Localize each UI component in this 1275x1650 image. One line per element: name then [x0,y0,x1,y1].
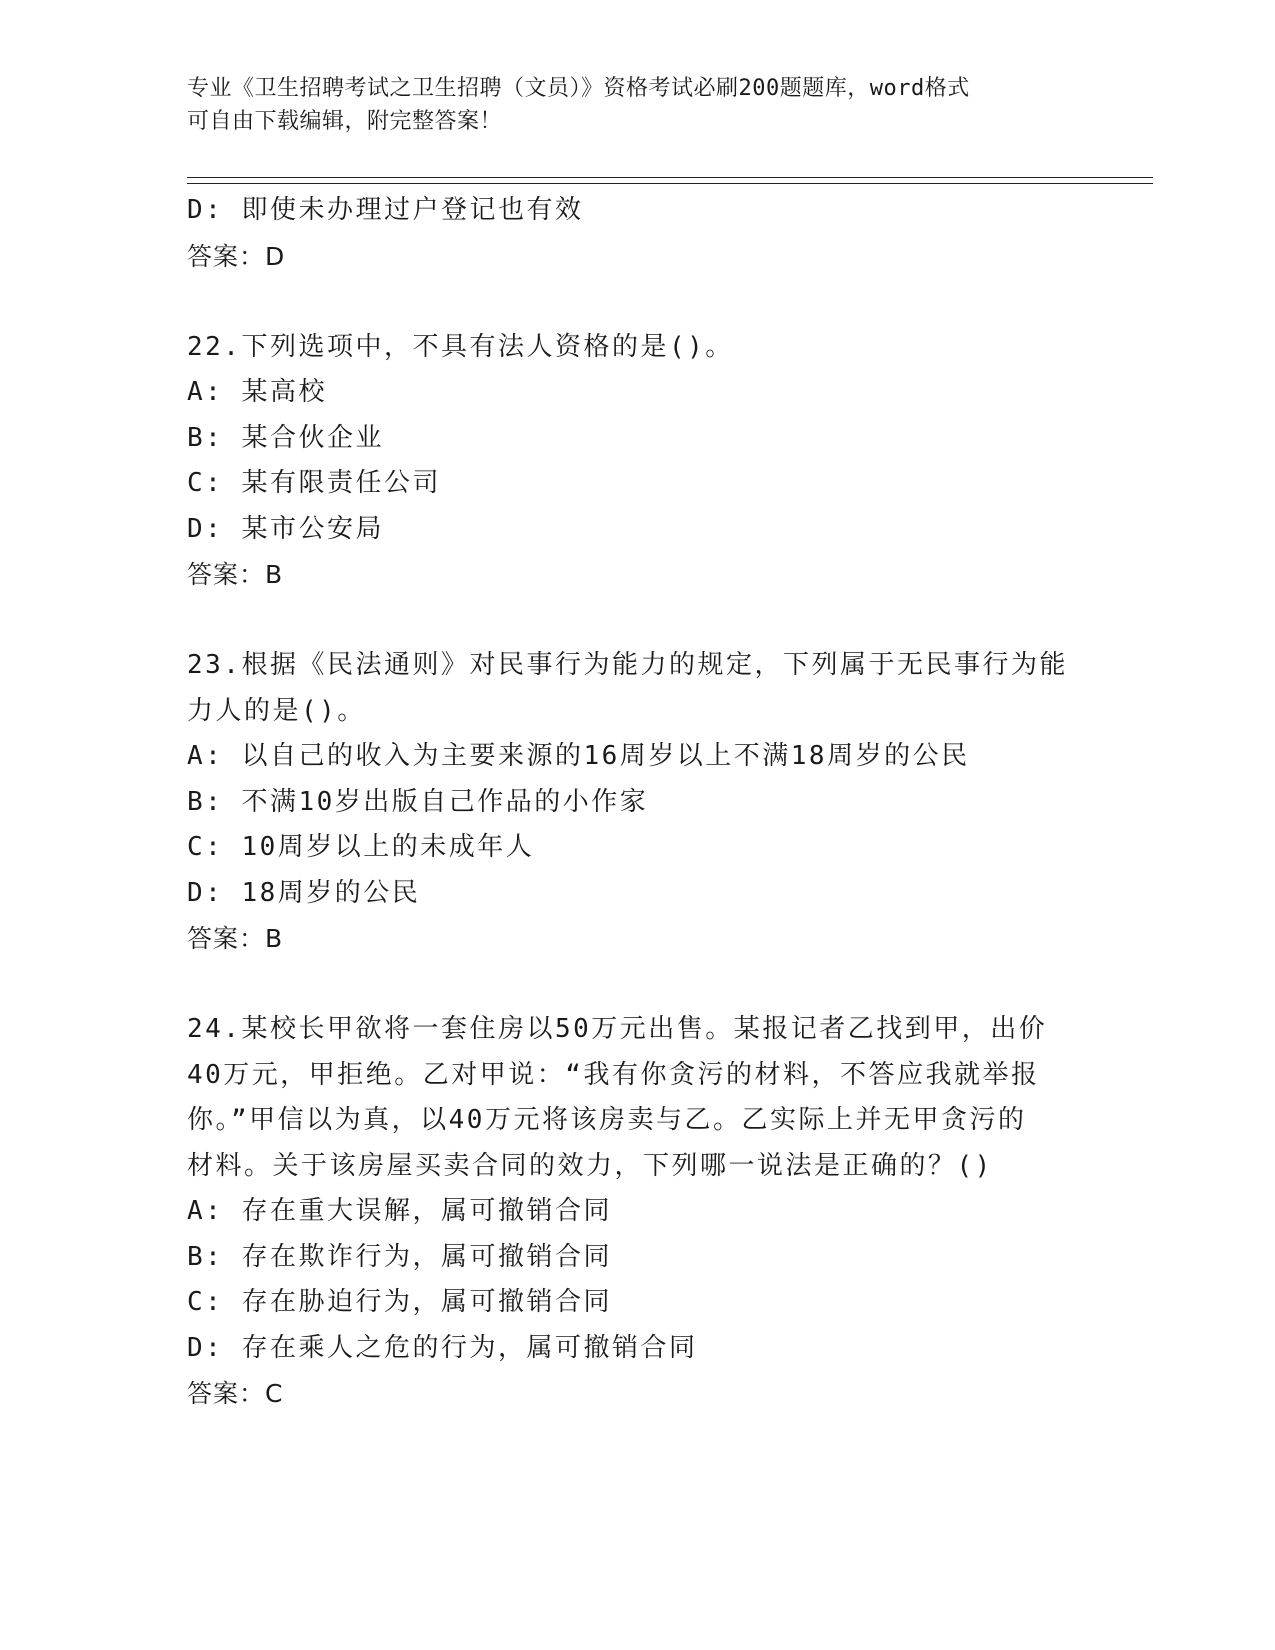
spacer [187,962,1087,1008]
q24-option-c: C: 存在胁迫行为，属可撤销合同 [187,1287,612,1317]
q22-stem: 22.下列选项中，不具有法人资格的是()。 [187,331,734,362]
header-line-1: 专业《卫生招聘考试之卫生招聘（文员）》资格考试必刷200题题库，word格式 [187,76,970,101]
document-header [187,72,1067,138]
q22-option-a: A: 某高校 [187,377,327,407]
q23-option-c: C: 10周岁以上的未成年人 [187,832,535,862]
q24-stem-line-1: 24.某校长甲欲将一套住房以50万元出售。某报记者乙找到甲，出价 [187,1014,1048,1044]
q24-option-d: D: 存在乘人之危的行为，属可撤销合同 [187,1332,698,1363]
spacer [187,598,1087,644]
q23-option-d: D: 18周岁的公民 [187,877,421,908]
q24-stem-line-4: 材料。关于该房屋买卖合同的效力，下列哪一说法是正确的？() [187,1150,993,1181]
prev-answer: 答案：D [187,241,286,271]
q24-option-b: B: 存在欺诈行为，属可撤销合同 [187,1241,612,1272]
prev-option-d: D: 即使未办理过户登记也有效 [187,195,584,225]
q23-stem-line-1: 23.根据《民法通则》对民事行为能力的规定，下列属于无民事行为能 [187,650,1068,680]
q22-option-d: D: 某市公安局 [187,513,384,544]
q24-stem-line-2: 40万元，甲拒绝。乙对甲说：“我有你贪污的材料，不答应我就举报 [187,1059,1040,1090]
q22-answer: 答案：B [187,560,284,589]
header-divider-bottom [187,183,1153,184]
header-line-2: 可自由下载编辑，附完整答案！ [187,109,503,134]
q23-option-a: A: 以自己的收入为主要来源的16周岁以上不满18周岁的公民 [187,741,970,771]
q23-stem-line-2: 力人的是()。 [187,695,366,726]
q22-option-c: C: 某有限责任公司 [187,468,441,498]
q22-option-b: B: 某合伙企业 [187,422,384,453]
spacer [187,279,1087,325]
question-list [187,188,1087,1417]
q24-option-a: A: 存在重大误解，属可撤销合同 [187,1196,612,1226]
q23-option-b: B: 不满10岁出版自己作品的小作家 [187,786,649,817]
header-divider-top [187,177,1153,178]
q24-answer: 答案：C [187,1379,284,1408]
q24-stem-line-3: 你。”甲信以为真，以40万元将该房卖与乙。乙实际上并无甲贪污的 [187,1105,1027,1135]
q23-answer: 答案：B [187,924,284,953]
